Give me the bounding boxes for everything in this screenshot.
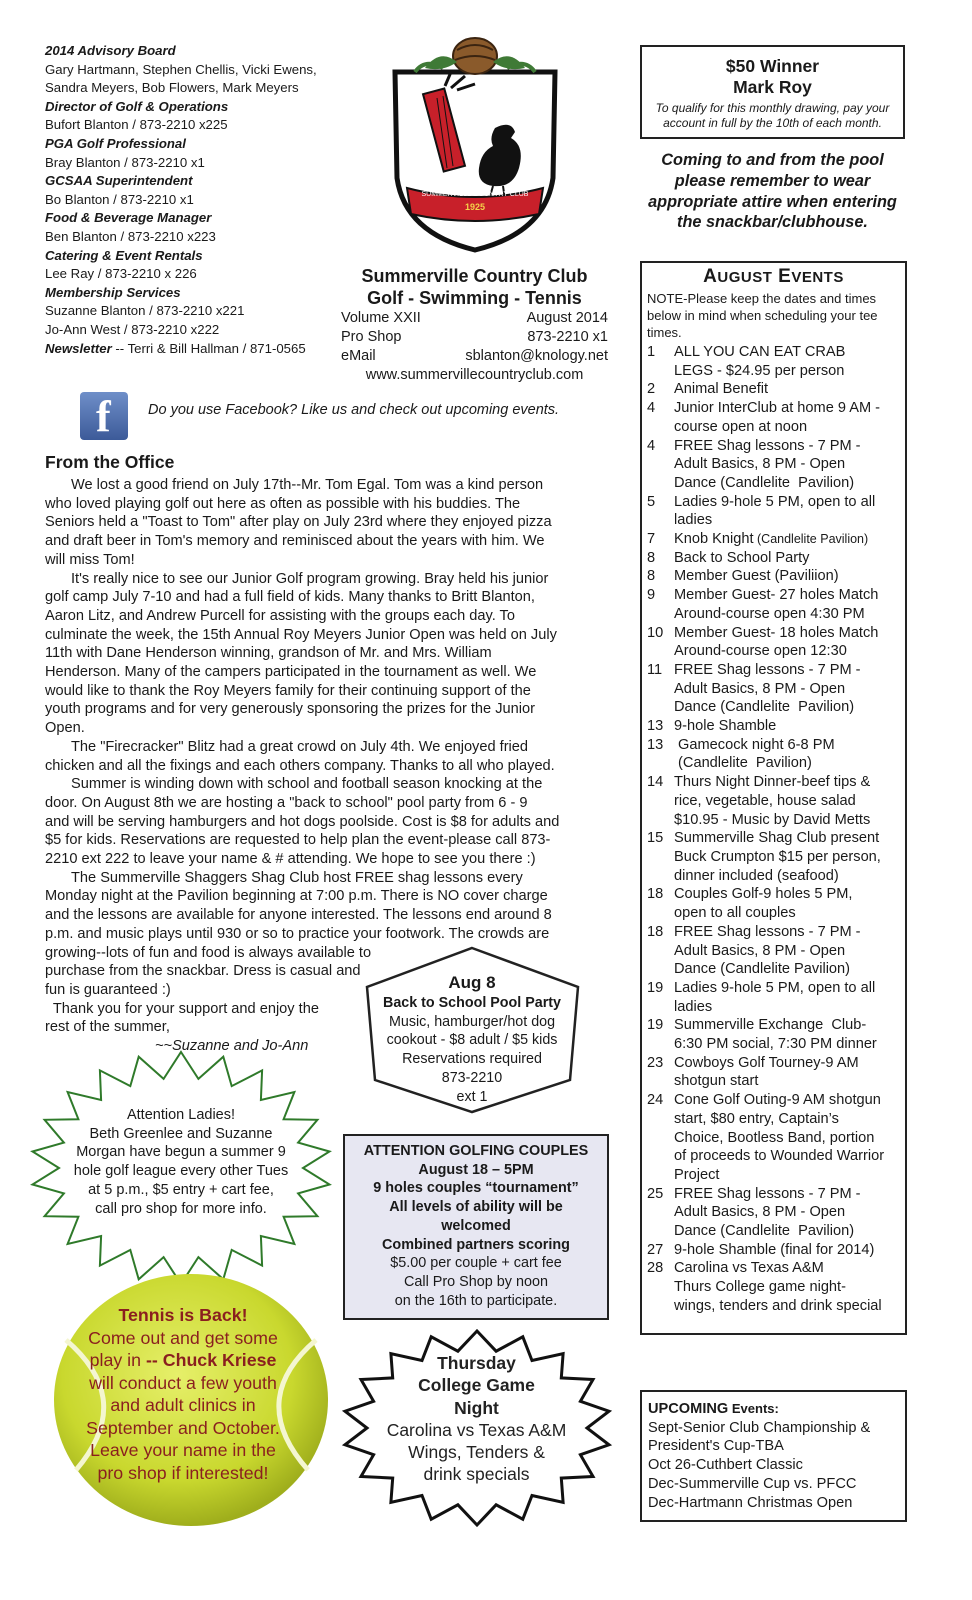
event-text-line: ladies (674, 512, 713, 529)
event-text (674, 1185, 905, 1241)
event-text-line: Cowboys Golf Tourney-9 AM (674, 1054, 859, 1071)
article-line: $5 for kids. Reservations are requested to help plan the event-please call 873- (45, 832, 551, 849)
event-text (674, 1241, 905, 1260)
tennis-line-pre: play in (89, 1350, 146, 1370)
proshop-row (341, 328, 608, 347)
staff-contact: Bo Blanton / 873-2210 x1 (45, 191, 194, 207)
event-text-line: Dance (Candlelite Pavilion) (674, 1223, 855, 1240)
article-line: Monday night at the Pavilion beginning at 7:00 p.m. There is NO cover charge (45, 888, 548, 905)
newsletter-contact: -- Terri & Bill Hallman / 871-0565 (111, 340, 306, 356)
event-text-line: Buck Crumpton $15 per person, (674, 848, 881, 865)
events-list (642, 343, 905, 1316)
event-text (674, 493, 905, 530)
article-line: door. On August 8th we are hosting a "back to school" pool party from 6 - 9 (45, 794, 528, 811)
event-text-line: rice, vegetable, house salad (674, 792, 856, 809)
event-text (674, 1259, 905, 1315)
newsletter-credit (45, 340, 345, 359)
event-text-line: $10.95 - Music by David Metts (674, 811, 871, 828)
upcoming-item: Dec-Summerville Cup vs. PFCC (648, 1475, 857, 1492)
event-text (674, 437, 905, 493)
event-item (647, 773, 905, 829)
event-text-line: Animal Benefit (674, 381, 769, 398)
article-line: and will be serving hamburgers and hot dogs poolside. Cost is $8 for adults and (45, 813, 560, 830)
upcoming-item: Dec-Hartmann Christmas Open (648, 1494, 853, 1511)
event-item (647, 1185, 905, 1241)
ladies-line: hole golf league every other Tues (73, 1163, 289, 1180)
couples-line: 9 holes couples “tournament” (373, 1180, 579, 1197)
email-row (341, 347, 608, 366)
upcoming-events (640, 1390, 907, 1522)
event-text-line: ladies (674, 998, 713, 1015)
pool-notice (640, 150, 905, 233)
event-item (647, 530, 905, 549)
event-text-line: Ladies 9-hole 5 PM, open to all (674, 493, 876, 510)
staff-role: PGA Golf Professional (45, 135, 186, 151)
volume-row (341, 309, 608, 328)
article-line: rest of the summer, (45, 1019, 170, 1036)
event-text-line: Dance (Candlelite Pavilion) (674, 699, 855, 716)
staff-role: Catering & Event Rentals (45, 247, 203, 263)
event-text-line: dinner included (seafood) (674, 867, 839, 884)
thursday-callout (370, 1352, 583, 1486)
staff-contact: Jo-Ann West / 873-2210 x222 (45, 321, 220, 337)
thursday-line: drink specials (423, 1464, 530, 1485)
event-text (674, 661, 905, 717)
event-item (647, 586, 905, 623)
upcoming-item: Oct 26-Cuthbert Classic (648, 1457, 803, 1474)
event-venue: (Candlelite Pavilion) (753, 532, 869, 547)
event-day: 8 (647, 568, 656, 585)
upcoming-title-bold: UPCOMING (648, 1401, 729, 1417)
event-day: 9 (647, 587, 656, 604)
event-text (674, 530, 905, 549)
winner-title: $50 Winner (725, 56, 820, 76)
thursday-line: Thursday (437, 1353, 516, 1373)
thursday-line: Wings, Tenders & (408, 1442, 545, 1463)
event-text-line: Gamecock night 6-8 PM (674, 736, 835, 753)
club-logo (385, 28, 565, 254)
event-text-line: FREE Shag lessons - 7 PM - (674, 1185, 861, 1202)
event-day: 19 (647, 1017, 664, 1034)
masthead (341, 265, 608, 385)
couples-line: on the 16th to participate. (394, 1292, 558, 1309)
event-day: 25 (647, 1185, 664, 1202)
facebook-icon[interactable] (80, 392, 128, 440)
article-line: Summer is winding down with school and football season knocking at the (71, 776, 543, 793)
article-line: Thank you for your support and enjoy the (45, 1000, 319, 1017)
event-text-line: open to all couples (674, 905, 796, 922)
event-item (647, 885, 905, 922)
event-day: 7 (647, 531, 656, 548)
aug8-date: Aug 8 (448, 973, 496, 992)
staff-role: GCSAA Superintendent (45, 173, 193, 189)
events-title-part: A (703, 266, 718, 287)
email-address[interactable]: sblanton@knology.net (465, 348, 608, 364)
staff-contact: Bufort Blanton / 873-2210 x225 (45, 117, 228, 133)
event-item (647, 1016, 905, 1053)
issue-date: August 2014 (526, 310, 608, 326)
ladies-line: at 5 p.m., $5 entry + cart fee, (88, 1181, 274, 1198)
aug8-line: Music, hamburger/hot dog (388, 1013, 556, 1030)
event-text (674, 885, 905, 922)
event-item (647, 1054, 905, 1091)
article-line: will miss Tom! (45, 551, 135, 568)
event-text-line: of proceeds to Wounded Warrior (674, 1148, 885, 1165)
event-text-line: Couples Golf-9 holes 5 PM, (674, 886, 853, 903)
article-line: purchase from the snackbar. Dress is casual and (45, 963, 361, 980)
article-line: golf camp July 7-10 and had a full field of kids. Many thanks to Britt Blanton, (45, 589, 535, 606)
article-line: It's really nice to see our Junior Golf program growing. Bray held his junior (71, 570, 549, 587)
upcoming-item: President's Cup-TBA (648, 1438, 784, 1455)
event-text-line: Adult Basics, 8 PM - Open (674, 456, 846, 473)
event-text (674, 829, 905, 885)
event-text (674, 586, 905, 623)
events-title-part: VENTS (791, 269, 844, 286)
event-text (674, 717, 905, 736)
event-text-line: course open at noon (674, 418, 808, 435)
event-text-line: Dance (Candlelite Pavilion) (674, 474, 855, 491)
couples-line: $5.00 per couple + cart fee (390, 1255, 562, 1272)
event-text-line: FREE Shag lessons - 7 PM - (674, 923, 861, 940)
article-line: who loved playing golf out here as often as possible with his buddies. The (45, 495, 521, 512)
winner-name: Mark Roy (733, 77, 812, 97)
tennis-line: pro shop if interested! (97, 1462, 269, 1483)
article-line: p.m. and music plays until 930 or so to practice your footwork. The crowds are (45, 925, 550, 942)
couples-line: welcomed (441, 1217, 511, 1234)
event-text-line: Choice, Bootless Band, portion (674, 1129, 875, 1146)
logo-name: SUMMERVILLE COUNTRY CLUB (421, 191, 529, 198)
couples-line: ATTENTION GOLFING COUPLES (363, 1143, 589, 1159)
ladies-line: call pro shop for more info. (95, 1200, 267, 1217)
event-text (674, 979, 905, 1016)
event-day: 4 (647, 437, 656, 454)
events-title-part: UGUST (717, 269, 773, 286)
event-text-line: Thurs Night Dinner-beef tips & (674, 774, 871, 791)
event-text (674, 380, 905, 399)
tennis-coach: -- Chuck Kriese (145, 1350, 277, 1370)
volume: Volume XXII (341, 310, 421, 326)
event-item (647, 979, 905, 1016)
article-line: Aaron Litz, and Andrew Purcell for assisting with the groups each day. To (45, 607, 515, 624)
event-day: 1 (647, 344, 656, 360)
event-day: 8 (647, 549, 656, 566)
email-label: eMail (341, 348, 376, 364)
event-item (647, 829, 905, 885)
event-text-line (674, 530, 905, 549)
couples-line: All levels of ability will be (389, 1199, 563, 1216)
event-text (674, 1091, 905, 1185)
article-line: Henderson. Many of the campers participated in the tournament as well. We (45, 664, 537, 681)
event-text-line: LEGS - $24.95 per person (674, 362, 845, 379)
event-text (674, 923, 905, 979)
event-text-line: Thurs College game night- (674, 1279, 846, 1296)
event-text-line: Project (674, 1166, 720, 1183)
article-line: growing--lots of fun and food is always available to (45, 944, 372, 961)
event-text-line: Knob Knight (674, 531, 754, 548)
event-text-line: Member Guest- 18 holes Match (674, 624, 879, 641)
event-text-line: Adult Basics, 8 PM - Open (674, 942, 846, 959)
event-text (674, 399, 905, 436)
staff-contact: Lee Ray / 873-2210 x 226 (45, 266, 197, 282)
event-day: 5 (647, 493, 656, 510)
event-text-line: Ladies 9-hole 5 PM, open to all (674, 979, 876, 996)
event-item (647, 923, 905, 979)
upcoming-title (648, 1400, 899, 1419)
event-day: 10 (647, 624, 664, 641)
event-text-line: FREE Shag lessons - 7 PM - (674, 437, 861, 454)
event-text-line: start, $80 entry, Captain’s (674, 1110, 839, 1127)
staff-role: Food & Beverage Manager (45, 210, 212, 226)
event-text-line: 9-hole Shamble (final for 2014) (674, 1241, 875, 1258)
thursday-line: Carolina vs Texas A&M (386, 1419, 567, 1440)
board-members-line: Gary Hartmann, Stephen Chellis, Vicki Ewens, (45, 61, 317, 77)
event-text-line: Back to School Party (674, 549, 810, 566)
pinecone-icon (415, 38, 535, 74)
thursday-line: College Game (418, 1375, 535, 1396)
event-text-line: 9-hole Shamble (674, 718, 777, 735)
ladies-callout (70, 1106, 292, 1218)
pool-notice-line: Coming to and from the pool (661, 151, 884, 169)
event-text-line: Around-course open 4:30 PM (674, 605, 865, 622)
tennis-callout (70, 1304, 296, 1484)
couples-line: Combined partners scoring (382, 1236, 570, 1253)
event-item (647, 567, 905, 586)
event-item (647, 661, 905, 717)
event-text (674, 343, 905, 380)
aug8-line: 873-2210 (441, 1069, 503, 1086)
event-day: 11 (647, 661, 663, 678)
staff-contact: Bray Blanton / 873-2210 x1 (45, 154, 205, 170)
ladies-line: Beth Greenlee and Suzanne (89, 1125, 273, 1142)
event-text (674, 736, 905, 773)
board-members-line: Sandra Meyers, Bob Flowers, Mark Meyers (45, 80, 299, 96)
event-day: 4 (647, 400, 656, 417)
aug8-title: Back to School Pool Party (383, 995, 561, 1011)
event-text (674, 1054, 905, 1091)
tennis-line (70, 1349, 296, 1372)
aug8-line: Reservations required (402, 1051, 542, 1068)
aug8-line: ext 1 (456, 1088, 488, 1105)
event-day: 2 (647, 381, 656, 398)
event-text (674, 624, 905, 661)
upcoming-title-rest: Events: (728, 1401, 779, 1416)
event-day: 19 (647, 979, 664, 996)
pool-notice-line: appropriate attire when entering (648, 192, 897, 211)
event-text-line: Adult Basics, 8 PM - Open (674, 680, 846, 697)
advisory-board (45, 42, 345, 358)
pool-notice-line: please remember to wear (674, 171, 871, 190)
article-line: youth programs and for very generously sponsoring the prizes for the Junior (45, 701, 535, 718)
event-day: 14 (647, 774, 664, 791)
event-text-line: (Candlelite Pavilion) (674, 755, 812, 772)
event-text-line: wings, tenders and drink special (674, 1297, 882, 1314)
newsletter-label: Newsletter (45, 340, 112, 356)
article-line: fun is guaranteed :) (45, 981, 171, 998)
event-text-line: 6:30 PM social, 7:30 PM dinner (674, 1036, 877, 1053)
staff-role: Director of Golf & Operations (45, 98, 229, 114)
article-line: and draft beer in Tom's memory and reminisced about the years with him. We (45, 533, 545, 550)
staff-contact: Ben Blanton / 873-2210 x223 (45, 228, 216, 244)
event-text-line: Adult Basics, 8 PM - Open (674, 1204, 846, 1221)
proshop-label: Pro Shop (341, 329, 402, 345)
event-item (647, 1091, 905, 1185)
club-subtitle: Golf - Swimming - Tennis (367, 288, 582, 308)
article-line: and the lessons are available for anyone interested. The lessons end around 8 (45, 907, 552, 924)
event-text-line: Carolina vs Texas A&M (674, 1260, 824, 1277)
pool-notice-line: the snackbar/clubhouse. (677, 213, 868, 232)
tennis-line: Come out and get some (88, 1327, 278, 1348)
event-item (647, 399, 905, 436)
events-note-line: times. (647, 325, 682, 340)
staff-contact: Suzanne Blanton / 873-2210 x221 (45, 303, 245, 319)
event-text (674, 1016, 905, 1053)
proshop-phone: 873-2210 x1 (527, 329, 608, 345)
article-line: would like to thank the Roy Meyers family for their continuing support of the (45, 682, 531, 699)
winner-box (640, 45, 905, 139)
office-heading: From the Office (45, 452, 175, 472)
website-link[interactable]: www.summervillecountryclub.com (365, 367, 584, 383)
event-item (647, 343, 905, 380)
aug8-callout (365, 972, 579, 1106)
event-item (647, 1241, 905, 1260)
event-text-line: Member Guest- 27 holes Match (674, 587, 879, 604)
ladies-line: Morgan have begun a summer 9 (76, 1144, 286, 1161)
article-line: chicken and all the fixings and each others company. Thanks to all who played. (45, 757, 555, 774)
events-note-line: NOTE-Please keep the dates and times (647, 291, 877, 306)
winner-note: account in full by the 10th of each month. (663, 116, 882, 130)
upcoming-item: Sept-Senior Club Championship & (648, 1419, 871, 1436)
ladies-line: Attention Ladies! (126, 1107, 236, 1123)
staff-role: Membership Services (45, 284, 181, 300)
event-item (647, 624, 905, 661)
tennis-line: September and October. (86, 1417, 280, 1438)
event-text-line: ALL YOU CAN EAT CRAB (674, 344, 846, 360)
event-text-line: Cone Golf Outing-9 AM shotgun (674, 1092, 881, 1109)
event-day: 28 (647, 1260, 664, 1277)
aug8-line: cookout - $8 adult / $5 kids (386, 1032, 558, 1049)
events-title (642, 266, 905, 288)
tennis-line: will conduct a few youth (89, 1372, 277, 1393)
event-item (647, 437, 905, 493)
article-line: 11th with Dane Henderson winning, grandson of Mr. and Mrs. William (45, 645, 492, 662)
winner-note: To qualify for this monthly drawing, pay your (655, 101, 890, 115)
event-day: 18 (647, 886, 664, 903)
thursday-line: Night (454, 1397, 499, 1418)
board-title: 2014 Advisory Board (45, 43, 176, 58)
couples-line: Call Pro Shop by noon (404, 1273, 548, 1290)
event-text-line: Member Guest (Paviliion) (674, 568, 839, 585)
event-text (674, 773, 905, 829)
couples-line: August 18 – 5PM (418, 1161, 534, 1178)
event-text (674, 567, 905, 586)
event-item (647, 736, 905, 773)
event-day: 18 (647, 923, 664, 940)
facebook-letter: f (96, 392, 111, 441)
events-title-part: E (778, 266, 792, 287)
event-text-line: Summerville Shag Club present (674, 830, 880, 847)
event-day: 15 (647, 830, 664, 847)
event-day: 27 (647, 1241, 664, 1258)
event-day: 23 (647, 1054, 664, 1071)
event-text-line: FREE Shag lessons - 7 PM - (674, 661, 861, 678)
article-line: We lost a good friend on July 17th--Mr. Tom Egal. Tom was a kind person (71, 477, 544, 493)
article-line: 2210 ext 222 to leave your name & # attending. We hope to see you there :) (45, 851, 536, 868)
events-note-line: below in mind when scheduling your tee (647, 308, 878, 323)
event-day: 13 (647, 736, 664, 753)
event-item (647, 717, 905, 736)
facebook-text: Do you use Facebook? Like us and check out upcoming events. (148, 402, 560, 418)
event-text-line: Around-course open 12:30 (674, 643, 847, 660)
tennis-line: and adult clinics in (110, 1395, 256, 1415)
event-item (647, 380, 905, 399)
article-line: The Summerville Shaggers Shag Club host FREE shag lessons every (71, 869, 523, 886)
event-text-line: Junior InterClub at home 9 AM - (674, 400, 881, 417)
tennis-line: Leave your name in the (90, 1440, 276, 1460)
event-day: 13 (647, 718, 664, 735)
august-events (640, 261, 907, 1335)
events-note (642, 288, 905, 341)
event-item (647, 493, 905, 530)
event-text-line: shotgun start (674, 1073, 759, 1090)
article-line: culminate the week, the 15th Annual Roy Meyers Junior Open was held on July (45, 626, 557, 643)
article-line: Seniors held a "Toast to Tom" after play on July 23rd where they enjoyed pizza (45, 514, 552, 531)
event-text (674, 549, 905, 568)
article-signature: ~~Suzanne and Jo-Ann (155, 1038, 309, 1055)
event-day: 24 (647, 1092, 664, 1109)
tennis-title: Tennis is Back! (118, 1305, 248, 1325)
logo-year: 1925 (464, 202, 486, 212)
club-name: Summerville Country Club (361, 266, 588, 286)
article-line: The "Firecracker" Blitz had a great crowd on July 4th. We enjoyed fried (71, 738, 529, 755)
article-line: Open. (45, 720, 85, 737)
event-text-line: Dance (Candlelite Pavilion) (674, 961, 851, 978)
event-item (647, 1259, 905, 1315)
event-item (647, 549, 905, 568)
golfing-couples-box (343, 1134, 609, 1320)
event-text-line: Summerville Exchange Club- (674, 1017, 867, 1034)
